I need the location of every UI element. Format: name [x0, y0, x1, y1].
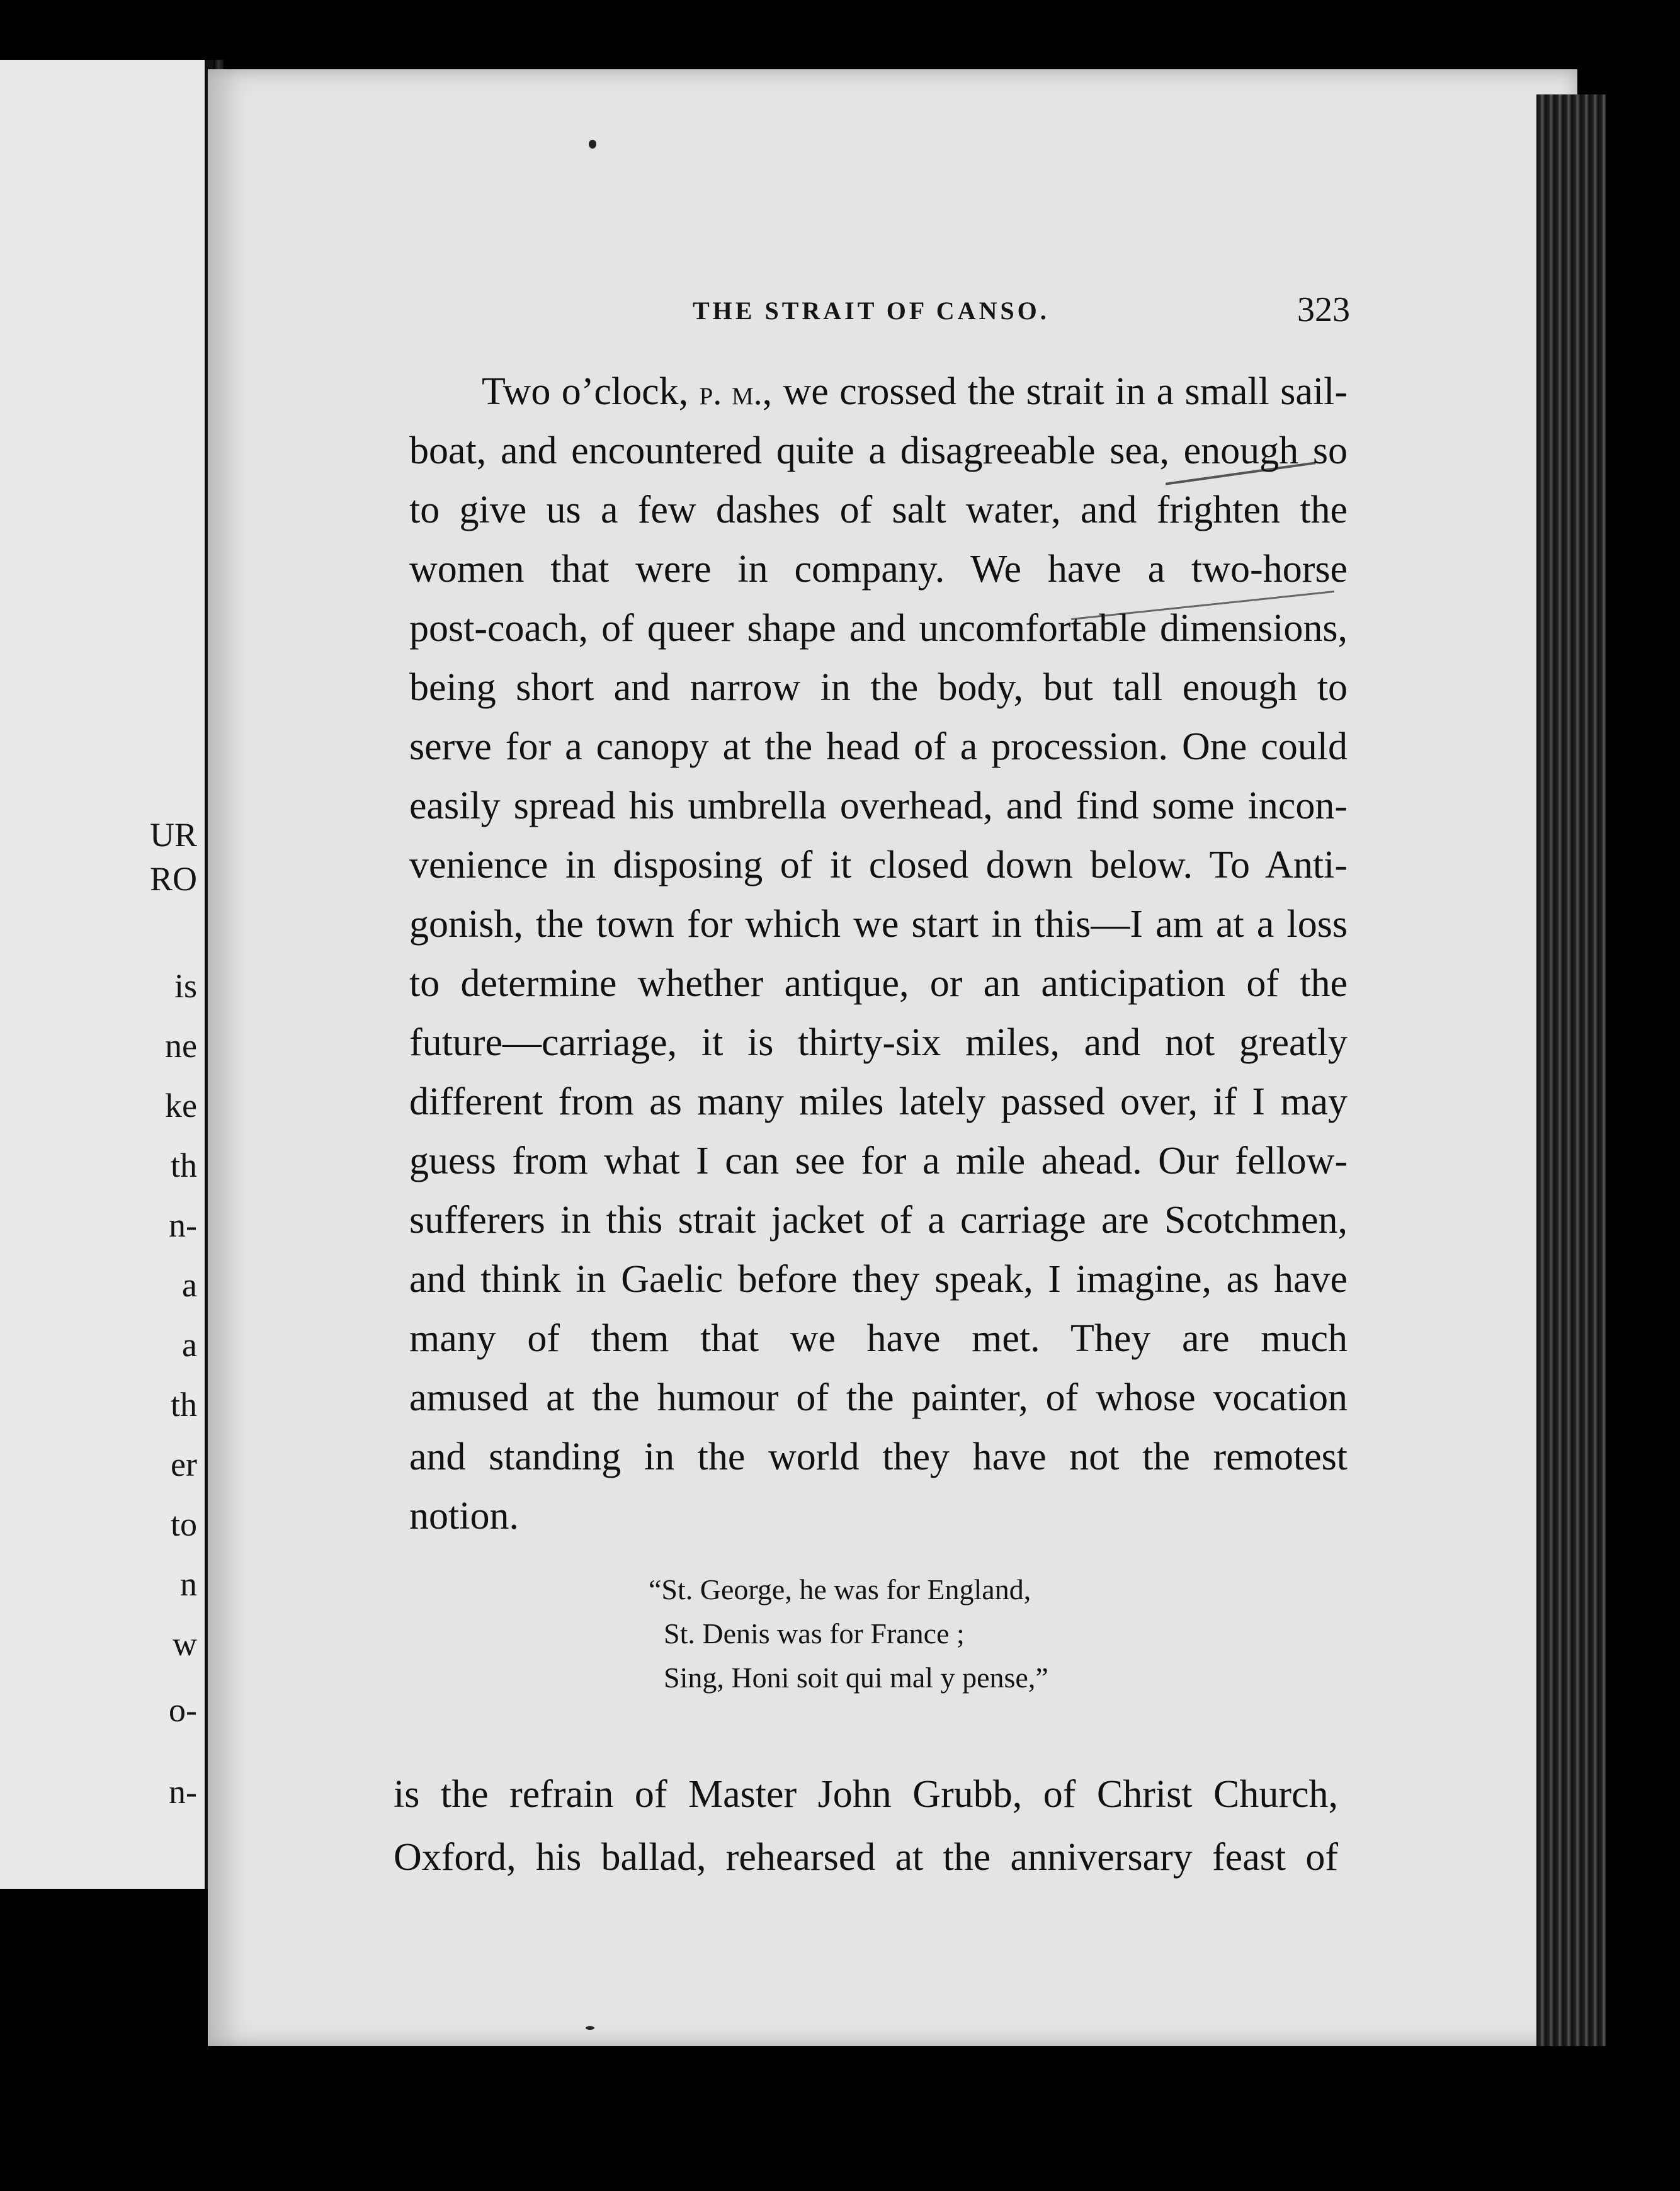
fragment-text: ne: [165, 1027, 197, 1065]
fragment-text: is: [174, 967, 197, 1005]
verse-line: St. Denis was for France ;: [664, 1617, 965, 1650]
fragment-text: er: [171, 1446, 197, 1483]
running-title: THE STRAIT OF CANSO.: [693, 297, 1050, 325]
paragraph-line: many of them that we have met. They are much: [409, 1317, 1348, 1360]
page-number: 323: [1297, 290, 1350, 329]
paragraph-line: post-coach, of queer shape and uncomfortable dimensions,: [409, 607, 1348, 650]
ink-speck: [589, 140, 596, 149]
fragment-text: a: [182, 1266, 197, 1304]
paragraph-line: sufferers in this strait jacket of a carriage are Scotchmen,: [409, 1199, 1348, 1242]
paragraph-line: and think in Gaelic before they speak, I imagine, as have: [409, 1258, 1348, 1301]
paragraph-line: and standing in the world they have not the remotest: [409, 1435, 1348, 1478]
paragraph-line: to determine whether antique, or an anticipation of the: [409, 962, 1348, 1005]
fragment-text: RO: [149, 860, 197, 898]
time-abbreviation: p. m.: [699, 373, 763, 412]
fragment-text: n-: [169, 1206, 197, 1244]
fragment-text: th: [170, 1386, 197, 1424]
paragraph-line: future—carriage, it is thirty-six miles, and not greatly: [409, 1021, 1348, 1064]
page-edges: [1536, 94, 1606, 2046]
verse-line: Sing, Honi soit qui mal y pense,”: [664, 1662, 1048, 1694]
ink-speck: [586, 2026, 594, 2030]
verse-quotation: [649, 1568, 1048, 1700]
facing-page-fragment: [0, 60, 213, 1889]
fragment-text: UR: [149, 816, 197, 854]
fragment-text: ke: [165, 1087, 197, 1124]
paragraph-line: is the refrain of Master John Grubb, of Christ Church,: [394, 1773, 1338, 1816]
paragraph-line: gonish, the town for which we start in this—I am at a loss: [409, 903, 1348, 946]
fragment-text: o-: [169, 1691, 197, 1729]
paragraph-line: women that were in company. We have a two-horse: [409, 548, 1348, 591]
paragraph-line: being short and narrow in the body, but tall enough to: [409, 666, 1348, 709]
verse-line: “St. George, he was for England,: [649, 1573, 1031, 1605]
closing-paragraph: [394, 1763, 1338, 1889]
main-paragraph: [409, 362, 1348, 1546]
paragraph-line: to give us a few dashes of salt water, and frighten the: [409, 489, 1348, 531]
fragment-text: a: [182, 1326, 197, 1364]
paragraph-line: different from as many miles lately passed over, if I may: [409, 1080, 1348, 1123]
fragment-text: to: [170, 1505, 197, 1543]
paragraph-line: Two o’clock, p. m., we crossed the strait in a small sail-: [482, 370, 1348, 413]
paragraph-line: notion.: [409, 1495, 519, 1537]
paragraph-line: serve for a canopy at the head of a procession. One could: [409, 725, 1348, 768]
paragraph-line: guess from what I can see for a mile ahead. Our fellow-: [409, 1140, 1348, 1182]
paragraph-line: Oxford, his ballad, rehearsed at the anniversary feast of: [394, 1836, 1338, 1879]
fragment-text: w: [173, 1625, 197, 1663]
paragraph-line: boat, and encountered quite a disagreeable sea, enough so: [409, 429, 1348, 472]
paragraph-line: easily spread his umbrella overhead, and find some incon-: [409, 784, 1348, 827]
paragraph-line: venience in disposing of it closed down below. To Anti-: [409, 844, 1348, 886]
paragraph-line: amused at the humour of the painter, of whose vocation: [409, 1376, 1348, 1419]
fragment-text: th: [170, 1146, 197, 1184]
fragment-text: n: [180, 1565, 197, 1603]
fragment-text: n-: [169, 1773, 197, 1811]
